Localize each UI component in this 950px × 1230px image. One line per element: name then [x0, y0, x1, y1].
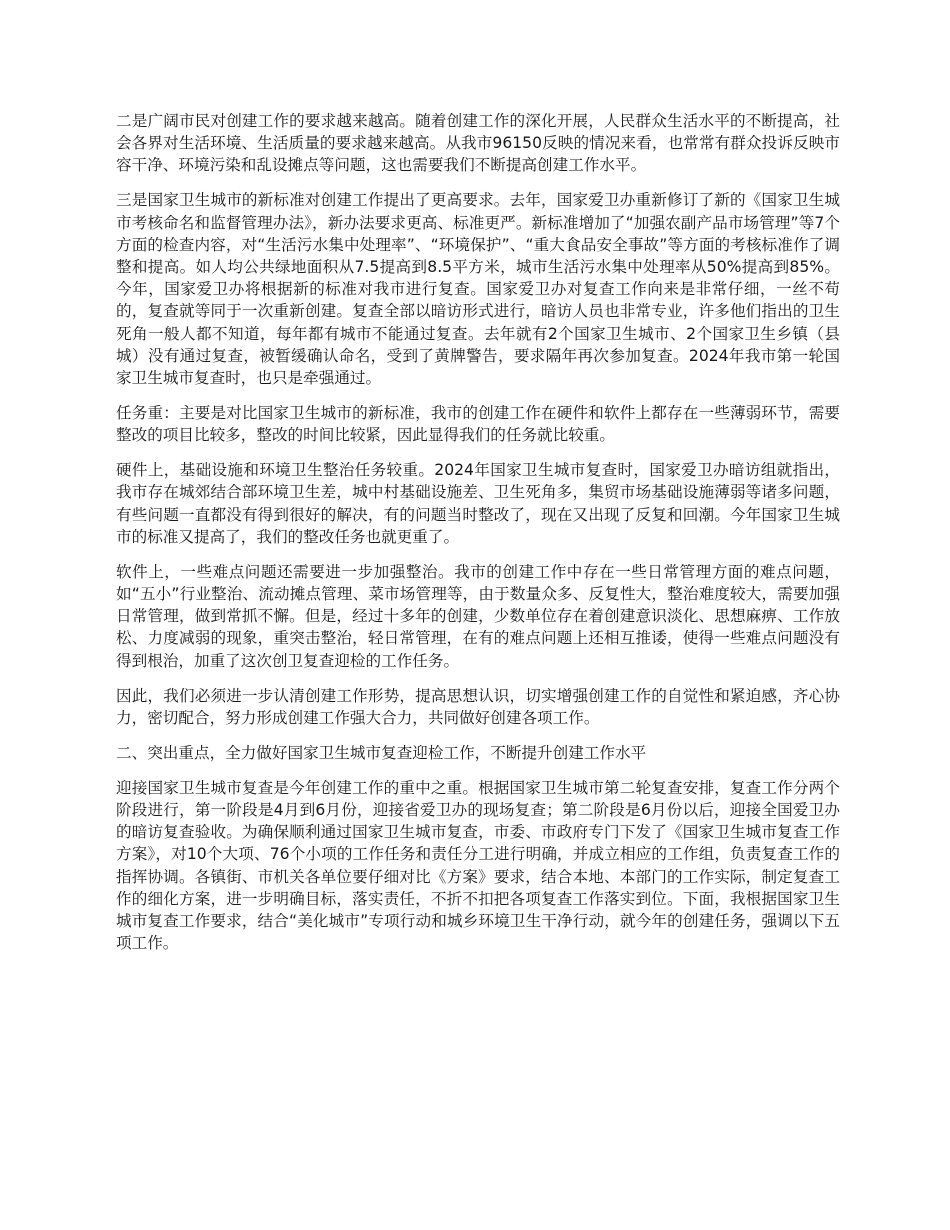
paragraph-reinspection-plan: 迎接国家卫生城市复查是今年创建工作的重中之重。根据国家卫生城市第二轮复查安排，复查工作分两个阶段进行，第一阶段是4月到6月份，迎接省爱卫办的现场复查；第二阶段是6月份以后，迎接全国爱卫办的暗访复查验收。为确保顺利通过国家卫生城市复查，市委、市政府专门下发了《国家卫生城市复查工作方案》，对10个大项、76个小项的工作任务和责任分工进行明确，并成立相应的工作组，负责复查工作的指挥协调。各镇街、市机关各单位要仔细对比《方案》要求，结合本地、本部门的工作实际，制定复查工作的细化方案，进一步明确目标，落实责任，不折不扣把各项复查工作落实到位。下面，我根据国家卫生城市复查工作要求，结合“美化城市”专项行动和城乡环境卫生干净行动，就今年的创建任务，强调以下五项工作。	[116, 778, 840, 953]
paragraph-heavy-tasks: 任务重：主要是对比国家卫生城市的新标准，我市的创建工作在硬件和软件上都存在一些薄弱环节，需要整改的项目比较多，整改的时间比较紧，因此显得我们的任务就比较重。	[116, 404, 840, 445]
section-heading-2: 二、突出重点，全力做好国家卫生城市复查迎检工作，不断提升创建工作水平	[116, 743, 647, 762]
paragraph-conclusion: 因此，我们必须进一步认清创建工作形势，提高思想认识，切实增强创建工作的自觉性和紧迫感，齐心协力，密切配合，努力形成创建工作强大合力，共同做好创建各项工作。	[116, 686, 840, 727]
paragraph-new-standards: 三是国家卫生城市的新标准对创建工作提出了更高要求。去年，国家爱卫办重新修订了新的《国家卫生城市考核命名和监督管理办法》，新办法要求更高、标准更严。新标准增加了“加强农副产品市场管理”等7个方面的检查内容，对“生活污水集中处理率”、“环境保护”、“重大食品安全事故”等方面的考核标准作了调整和提高。如人均公共绿地面积从7.5提高到8.5平方米，城市生活污水集中处理率从50%提高到85%。今年，国家爱卫办将根据新的标准对我市进行复查。国家爱卫办对复查工作向来是非常仔细，一丝不苟的，复查就等同于一次重新创建。复查全部以暗访形式进行，暗访人员也非常专业，许多他们指出的卫生死角一般人都不知道，每年都有城市不能通过复查。去年就有2个国家卫生城市、2个国家卫生乡镇（县城）没有通过复查，被暂缓确认命名，受到了黄牌警告，要求隔年再次参加复查。2024年我市第一轮国家卫生城市复查时，也只是牵强通过。	[116, 191, 840, 388]
paragraph-citizen-demands: 二是广阔市民对创建工作的要求越来越高。随着创建工作的深化开展，人民群众生活水平的不断提高，社会各界对生活环境、生活质量的要求越来越高。从我市96150反映的情况来看，也常常有群众投诉反映市容干净、环境污染和乱设摊点等问题，这也需要我们不断提高创建工作水平。	[116, 112, 840, 175]
paragraph-hardware: 硬件上，基础设施和环境卫生整治任务较重。2024年国家卫生城市复查时，国家爱卫办暗访组就指出，我市存在城郊结合部环境卫生差，城中村基础设施差、卫生死角多，集贸市场基础设施薄弱等诸多问题，有些问题一直都没有得到很好的解决，有的问题当时整改了，现在又出现了反复和回潮。今年国家卫生城市的标准又提高了，我们的整改任务也就更重了。	[116, 461, 840, 546]
paragraph-software: 软件上，一些难点问题还需要进一步加强整治。我市的创建工作中存在一些日常管理方面的难点问题，如“五小”行业整治、流动摊点管理、菜市场管理等，由于数量众多、反复性大，整治难度较大，需要加强日常管理，做到常抓不懈。但是，经过十多年的创建，少数单位存在着创建意识淡化、思想麻痹、工作放松、力度减弱的现象，重突击整治，轻日常管理，在有的难点问题上还相互推诿，使得一些难点问题没有得到根治，加重了这次创卫复查迎检的工作任务。	[116, 562, 840, 670]
document-body	[116, 110, 840, 967]
